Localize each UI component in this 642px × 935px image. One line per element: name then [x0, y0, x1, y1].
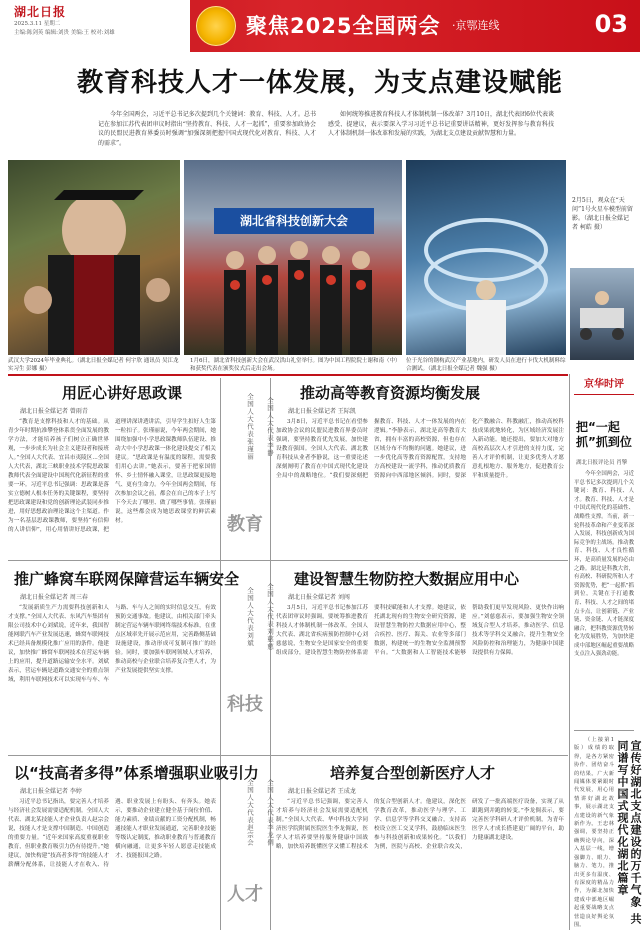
commentary-body: 今年全国两会，习近平总书记多次提到几个关键词：教育、科技、人才。教育、科技、人才是中国式现代化的基础性、战略性支撑。当前，新一轮科技革命和产业变革深入发展，科技创新成为国际竞争的主战场。推动教育、科技、人才良性循环，是高质量发展的必由之路。湖北是科教大省，有高校、科研院所和人才资源优势，把“一起抓”抓到位，关键在于打通教育、科技、人才之间的堵点卡点，让创新链、产业链、资金链、人才链深度融合，把科教资源优势转化为发展胜势，为加快建成中部地区崛起重要战略支点注入强劲动能。: [574, 471, 634, 658]
national-emblem-icon: [196, 6, 236, 46]
banner-sign: 湖北省科技创新大会: [214, 208, 374, 234]
section-body-3: “发展新质生产力需要科技创新和人才支撑。”全国人大代表、东风汽车集团有限公司技术中心刘斌说，近年来，我国智能网联汽车产业发展迅速，蜂窝车联网技术已经具备规模化推广应用的条件。他建议，加快推广蜂窝车联网技术在营运车辆上的应用，提升道路运输安全水平。刘斌表示，营运车辆是道路交通安全的重点领域，利用车联网技术可以实现车与车、车与路、车与人之间的实时信息交互，有效预防交通事故。他建议，由相关部门牵头制定营运车辆车联网终端技术标准，在重点区域率先开展示范应用，完善路侧基础设施建设，推动形成可复制可推广的经验。同时，要加强车联网领域人才培养，推动高校与企业联合培养复合型人才，为产业发展提供坚实支撑。: [8, 605, 216, 683]
section-title-vehicle-network: 推广蜂窝车联网保障营运车辆安全: [14, 570, 240, 588]
photo-spacer: [570, 160, 594, 196]
masthead-left-panel: [0, 0, 190, 52]
issue-date: 2025.3.11 星期二: [14, 21, 61, 27]
promo-body: （上接第1版）成绩的取得，是各方紧密协作、团结奋斗的结果。广大新闻媒体要紧跟时代发展，用心用情讲好湖北故事，展示湖北支点建设的新气象新作为。王忠林强调，要坚持正确舆论导向，深入基层一线，增强脚力、眼力、脑力、笔力，推出更多有温度、有深度的精品力作，为湖北加快建成中部地区崛起重要战略支点营造良好舆论氛围。: [574, 737, 614, 928]
graduation-photo: [8, 160, 180, 355]
ceremony-illustration: [184, 160, 402, 355]
commentary-byline: 湖北日报评论员 肖擎: [576, 460, 628, 466]
delegate-label-1: 全国人大代表张瑾丽: [246, 393, 254, 461]
masthead-subtitle: ·京鄂连线: [452, 19, 500, 32]
page-number: 03: [594, 10, 628, 38]
award-ceremony-photo: [184, 160, 402, 355]
section-byline-4: 湖北日报全媒记者 刘闯: [288, 594, 350, 601]
delegate-label-4: 全国人大代表刘慈慈: [266, 583, 274, 651]
section-title-biosecurity: 建设智慧生物防控大数据应用中心: [294, 570, 520, 588]
commentary-title: 把“一起抓”抓到位: [576, 420, 632, 449]
column-tag: 京华时评: [584, 379, 624, 390]
section-body-2: 3月8日，习近平总书记在看望参加政协会议的民盟民进教育界委员时强调，要坚持教育优先发展，加快建设教育强国。全国人大代表、湖北教育科技从业者李静说，这一重要论述深刻阐明了教育在中国式现代化建设全局中的战略地位。“我们要深刻把握教育、科技、人才一体发展的内在逻辑。”李静表示，湖北是高等教育大省，拥有丰富的高校资源，但也存在区域分布不均衡的问题。她建议，进一步优化高等教育资源配置，支持地方高校建设一流学科，推动优质教育资源向中西部地区倾斜。同时，要深化产教融合、科教融汇，推动高校科技成果就地转化，为区域经济发展注入新动能。她还提出，要加大对地方高校高层次人才引进的支持力度，完善人才评价机制，让更多优秀人才愿意扎根地方、服务地方，促进教育公平和质量提升。: [276, 419, 564, 479]
section-title-skills: 以“技高者多得”体系增强职业吸引力: [14, 764, 259, 782]
section-title-medical-talent: 培养复合型创新医疗人才: [330, 764, 496, 782]
newspaper-logo: 湖北日报: [14, 5, 67, 19]
research-lab-caption: 位于光谷的钢构武汉产业基地内，研发人员在进行卡伐大机制料综合测试。（湖北日报全媒记者 魏强 摄）: [406, 358, 566, 372]
mars-rover-photo: [570, 268, 634, 360]
sidebar-divider: [569, 374, 570, 930]
section-body-5: 习近平总书记指出，要完善人才培养与经济社会发展需要适配机制。全国人大代表、湖北某技能人才企业负责人赵宗会说，技能人才是支撑中国制造、中国创造的重要力量。“近年来国家高度重视职业教育，但职业教育吸引力仍有待提升。”她建议，加快构建“技高者多得”的技能人才薪酬分配体系，让技能人才在收入、待遇、职业发展上有盼头、有奔头。她表示，要推动企业建立健全基于岗位价值、能力素质、业绩贡献的工资分配机制，畅通技能人才职业发展通道，完善职业技能等级认定制度，推动职业教育与普通教育横向融通，让更多年轻人愿意走技能成才、技能报国之路。: [8, 799, 216, 868]
keyword-technology: 科技: [227, 694, 263, 715]
section-body-1: “教育是支撑科技和人才的基础。从青少年时期抗准攀登体系贯全面发展的教学方法，才能培养孩子们树立正确世界观，一步步成长为社会主义建设者和接班人。”全国人大代表、宜昌市夷陵区...全国人大代表，湖北三峡职业技术学院思政课教师代表全面建设中国现代化新征程的重要一环。习近平总书记强调：思政课是落实立德树人根本任务的关键课程，要坚持把思政课建设和党的创新理论武装同步推进，用好思想政治理论课这个主渠道。作为一名基层思政课教师，要坚持“有信仰的人讲信仰”，用心用情讲好思政课，把道理讲深讲透讲活，引导学生扣好人生第一粒扣子。张瑾丽说，今年两会期间，她围绕加强中小学思政课教师队伍建设、推动大中小学思政课一体化建设提交了相关建议。“思政课是有温度的课程，需要我们用心去讲。”她表示，要善于把家国情怀、乡土情怀融入课堂，让思政课更接地气、更有生命力。今年全国两会期间，每次参加会议之前，都会在自己的本子上写下今天去了哪里、做了哪些事情。张瑾丽说，这些都会成为她思政课堂的鲜活素材。: [8, 419, 216, 533]
graduation-illustration: [8, 160, 180, 355]
keyword-education: 教育: [227, 514, 263, 535]
lab-illustration: [406, 160, 566, 355]
delegate-label-2: 全国人大代表李静: [266, 397, 274, 457]
column-divider-left: [220, 378, 221, 930]
section-body-4: 3月5日，习近平总书记参加江苏代表团审议时强调，要统筹推进教育科技人才体制机制一体改革。全国人大代表、湖北省疾病预防控制中心刘慈慈说，生物安全是国家安全的重要组成部分，建设智慧生物防控体系需要科技赋能和人才支撑。她建议，依托湖北现有的生物安全研究资源，建设智慧生物防控大数据应用中心，整合疾控、医疗、海关、农业等多部门数据，构建统一的生物安全监测预警平台。“大数据和人工智能技术能够帮助我们更早发现风险、更快作出响应。”刘慈慈表示，要加强生物安全领域复合型人才培养，推动医学、信息技术等学科交叉融合，提升生物安全风险防控和治理能力，为健康中国建设提供有力保障。: [276, 605, 564, 656]
delegate-label-6: 全国人大代表李龙倜: [266, 779, 274, 847]
lead-paragraph-right: 如何统筹推进教育科技人才体制机制一体改革？3月10日，湖北代表团6位代表谈感受、提建议，表示要深入学习习近平总书记重要讲话精神，更好发挥参与教育科技人才体制机制一体改革和发展的实践，为湖北支点建设贡献智慧和力量。: [328, 111, 554, 137]
section-byline-5: 湖北日报全媒记者 李婷: [20, 788, 82, 795]
section-title-higher-education: 推动高等教育资源均衡发展: [300, 384, 481, 402]
mars-rover-caption: 2月5日，观众在“天问”1号火星车模型前留影。（湖北日报全媒记者 柯皓 摄）: [572, 197, 633, 231]
keyword-talent: 人才: [227, 884, 263, 905]
column-tag-box: [574, 378, 634, 392]
section-title-ideology: 用匠心讲好思政课: [62, 384, 183, 402]
award-ceremony-caption: 1月6日，湖北省科技创新大会在武汉洪山礼堂举行。图为中国工程院院士谢和南（中）和获奖代表在颁奖仪式后走出会场。: [190, 358, 401, 372]
delegate-label-5: 全国人大代表赵宗会: [246, 779, 254, 847]
section-byline-1: 湖北日报全媒记者 曾雨青: [20, 408, 88, 415]
section-divider-middle: [8, 560, 568, 561]
graduation-photo-caption: 武汉大学2024年毕业典礼。（湖北日报全媒记者 何宇欣 通讯员 吴江龙 实习生 彭娜 摄）: [8, 358, 179, 372]
research-lab-photo: [406, 160, 566, 355]
page-headline: 教育科技人才一体发展，为支点建设赋能: [76, 68, 563, 98]
lead-paragraph-left: 今年全国两会，习近平总书记多次提到几个关键词：教育、科技、人才。总书记在参加江苏代表团审议时指出“坚持教育、科技、人才一起抓”，重要参加政协会议的民盟民进教育界委员时强调“加强深刻把握中国式现代化对教育、科技、人才的需求”。: [98, 111, 316, 147]
column-tag-underline: [574, 394, 634, 395]
rover-illustration: [570, 268, 634, 360]
section-byline-6: 湖北日报全媒记者 王成龙: [288, 788, 356, 795]
section-byline-2: 湖北日报全媒记者 王际凯: [288, 408, 356, 415]
promo-title: 宣传好湖北支点建设的万千气象 共同谱写中国式现代化湖北篇章: [616, 740, 642, 925]
section-byline-3: 湖北日报全媒记者 周三春: [20, 594, 88, 601]
section-divider-top: [8, 374, 568, 376]
section-divider-lower: [8, 755, 568, 756]
delegate-label-3: 全国人大代表刘斌: [246, 587, 254, 647]
editor-line: 主编:陈剑英 编辑:刘贵 美编:王 校对:刘雄: [14, 30, 115, 36]
section-body-6: “习近平总书记强调，要完善人才培养与经济社会发展需要适配机制。”全国人大代表、华中科技大学同济医学院附属医院医生李龙倜说，医学人才培养要坚持服务健康中国战略，加快培养既懂医学又懂工程技术的复合型创新人才。他建议，深化医学教育改革，推动医学与理学、工学、信息学等学科交叉融合，支持高校设立医工交叉学科，鼓励临床医生参与科技创新和成果转化。“以我们为例，医院与高校、企业联合攻关，研发了一批高端医疗设备，实现了从跟跑到并跑的转变。”李龙倜表示，要完善医学科研人才评价机制，为青年医学人才成长搭建更广阔的平台，助力健康湖北建设。: [276, 799, 564, 850]
sidebar-rule: [574, 730, 634, 731]
masthead-title: 聚焦2025全国两会: [246, 14, 441, 38]
